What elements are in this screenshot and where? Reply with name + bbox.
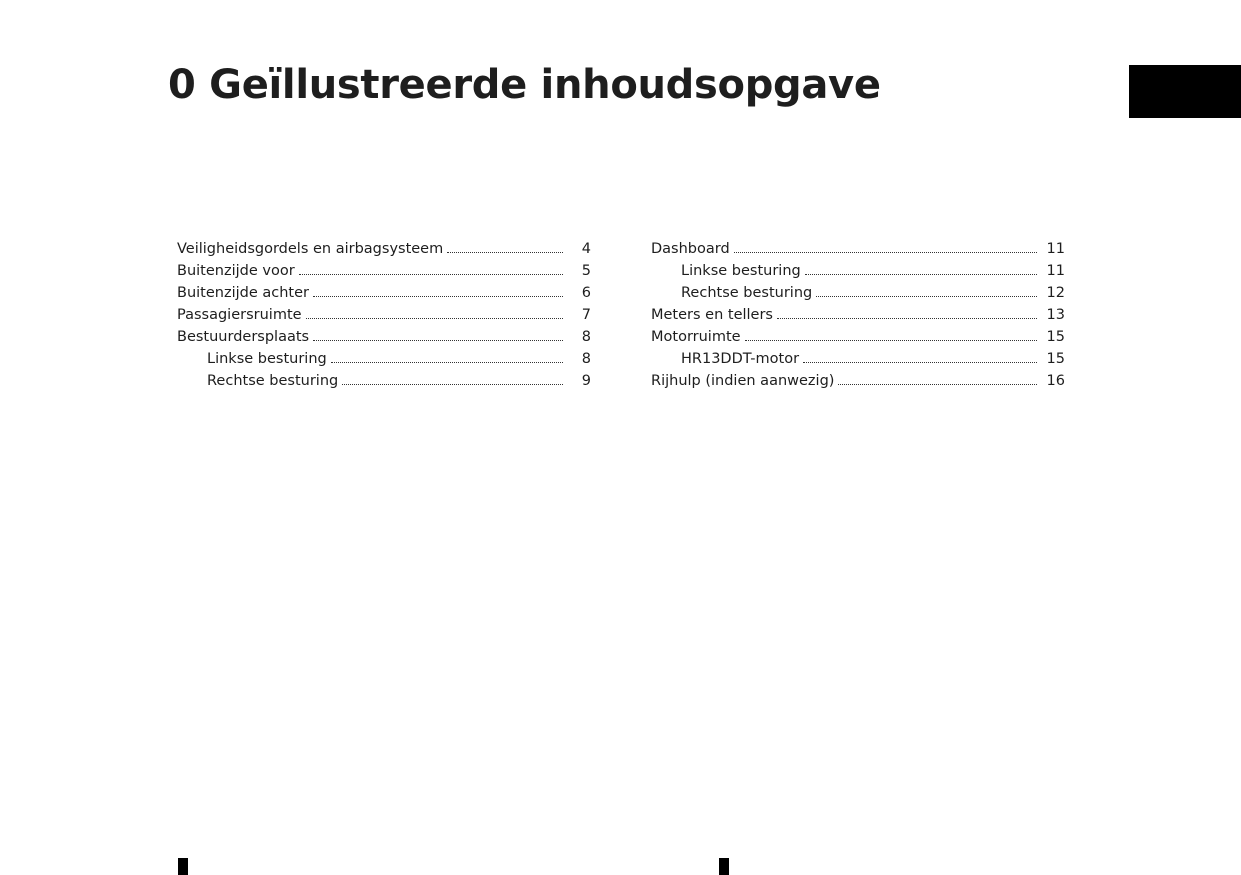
toc-dot-leader [777,318,1037,319]
toc-dot-leader [805,274,1037,275]
toc-entry[interactable] [651,326,1065,348]
toc-entry[interactable] [651,370,1065,392]
page-title: 0 Geïllustreerde inhoudsopgave [168,62,881,108]
toc-dot-leader [803,362,1037,363]
toc-entry[interactable] [177,260,591,282]
toc-dot-leader [313,340,563,341]
toc-entry[interactable] [177,282,591,304]
toc-entry-label: Rechtse besturing [207,373,339,389]
toc-entry-label: HR13DDT-motor [681,351,800,367]
toc-subentry[interactable] [177,348,591,370]
toc-entry-page: 16 [1046,373,1065,389]
toc-subentry[interactable] [177,370,591,392]
toc-subentry[interactable] [651,282,1065,304]
toc-entry-label: Bestuurdersplaats [177,329,310,345]
toc-dot-leader [838,384,1037,385]
toc-entry[interactable] [177,238,591,260]
toc-entry-page: 8 [581,329,591,345]
toc-entry-page: 13 [1046,307,1065,323]
toc-column-right [651,238,1065,392]
toc-entry-label: Passagiersruimte [177,307,302,323]
toc-dot-leader [313,296,563,297]
toc-dot-leader [734,252,1037,253]
toc-entry-page: 8 [581,351,591,367]
toc-entry-label: Rechtse besturing [681,285,813,301]
toc-entry-page: 11 [1046,241,1065,257]
toc-subentry[interactable] [651,260,1065,282]
toc-entry-label: Buitenzijde voor [177,263,295,279]
toc-dot-leader [306,318,563,319]
toc-dot-leader [331,362,563,363]
toc-entry-page: 12 [1046,285,1065,301]
toc-entry-page: 5 [581,263,591,279]
toc-entry[interactable] [651,304,1065,326]
toc-entry-page: 15 [1046,351,1065,367]
toc-entry-label: Motorruimte [651,329,741,345]
toc-entry-label: Buitenzijde achter [177,285,309,301]
crop-mark-left [178,858,188,875]
toc-entry-page: 4 [581,241,591,257]
toc-entry-page: 7 [581,307,591,323]
toc-entry[interactable] [177,304,591,326]
toc-entry-label: Meters en tellers [651,307,773,323]
toc-subentry[interactable] [651,348,1065,370]
toc-entry-page: 15 [1046,329,1065,345]
toc-entry-label: Linkse besturing [207,351,327,367]
toc-dot-leader [299,274,563,275]
toc-entry-label: Linkse besturing [681,263,801,279]
toc-entry-page: 11 [1046,263,1065,279]
toc-entry-label: Dashboard [651,241,730,257]
toc-entry[interactable] [651,238,1065,260]
toc-entry[interactable] [177,326,591,348]
crop-mark-right [719,858,729,875]
toc-dot-leader [745,340,1037,341]
toc-entry-page: 9 [581,373,591,389]
toc-dot-leader [816,296,1037,297]
toc-entry-page: 6 [581,285,591,301]
toc-entry-label: Veiligheidsgordels en airbagsysteem [177,241,444,257]
toc-dot-leader [342,384,563,385]
toc-entry-label: Rijhulp (indien aanwezig) [651,373,835,389]
toc-column-left [177,238,591,392]
toc-dot-leader [447,252,563,253]
chapter-tab-marker [1129,65,1241,118]
